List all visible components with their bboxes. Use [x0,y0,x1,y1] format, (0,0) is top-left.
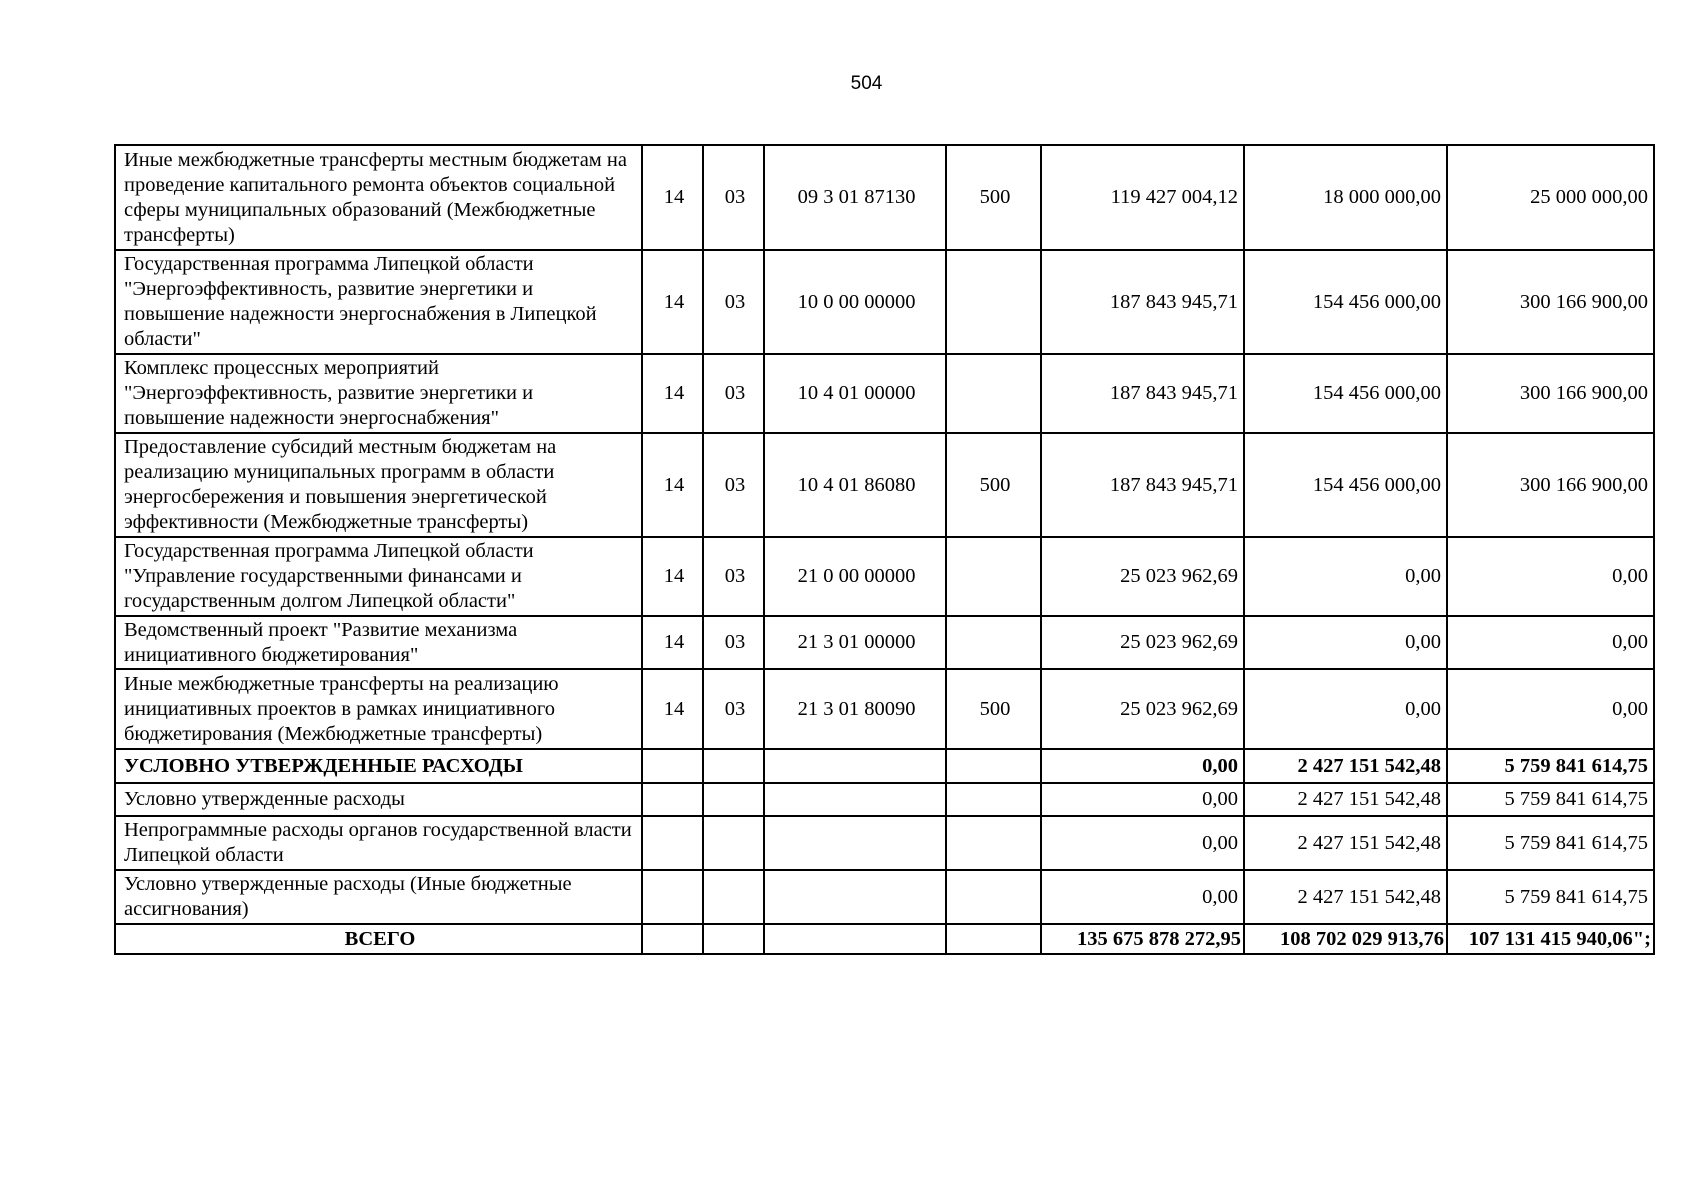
table-row [115,250,1654,354]
row-section [642,749,703,783]
row-name: Иные межбюджетные трансферты местным бюджетам на проведение капитального ремонта объектов социальной сферы муниципальных образований (Межбюджетные трансферты) [115,145,642,250]
row-name: Предоставление субсидий местным бюджетам на реализацию муниципальных программ в области энергосбережения и повышения энергетической эффективности (Межбюджетные трансферты) [115,433,642,537]
row-expense-type [946,537,1041,616]
row-sum-1: 187 843 945,71 [1041,354,1244,433]
row-name: Условно утвержденные расходы (Иные бюджетные ассигнования) [115,870,642,924]
row-section [642,783,703,816]
row-expense-type: 500 [946,433,1041,537]
row-sum-2: 154 456 000,00 [1244,433,1447,537]
row-target-article: 10 0 00 00000 [764,250,946,354]
total-row [115,924,1654,954]
table-row [115,669,1654,749]
row-sum-2: 2 427 151 542,48 [1244,870,1447,924]
row-subsection: 03 [703,669,764,749]
row-expense-type [946,816,1041,870]
row-section: 14 [642,250,703,354]
table-row [115,870,1654,924]
row-expense-type [946,749,1041,783]
row-subsection: 03 [703,616,764,669]
row-sum-2: 18 000 000,00 [1244,145,1447,250]
row-target-article: 10 4 01 86080 [764,433,946,537]
row-sum-1: 0,00 [1041,870,1244,924]
row-subsection: 03 [703,354,764,433]
row-sum-2: 154 456 000,00 [1244,354,1447,433]
row-target-article [764,870,946,924]
total-label: ВСЕГО [115,924,642,954]
row-section [642,924,703,954]
row-section: 14 [642,616,703,669]
row-sum-3: 0,00 [1447,537,1654,616]
row-sum-3: 25 000 000,00 [1447,145,1654,250]
row-section: 14 [642,669,703,749]
row-target-article: 21 0 00 00000 [764,537,946,616]
row-target-article: 21 3 01 00000 [764,616,946,669]
row-sum-3: 300 166 900,00 [1447,354,1654,433]
row-target-article [764,924,946,954]
row-section: 14 [642,354,703,433]
row-name: Государственная программа Липецкой области "Энергоэффективность, развитие энергетики и повышение надежности энергоснабжения в Липецкой области" [115,250,642,354]
row-sum-3: 300 166 900,00 [1447,433,1654,537]
row-target-article: 10 4 01 00000 [764,354,946,433]
row-name: Условно утвержденные расходы [115,783,642,816]
row-target-article: 21 3 01 80090 [764,669,946,749]
row-section [642,816,703,870]
row-sum-1: 119 427 004,12 [1041,145,1244,250]
row-target-article: 09 3 01 87130 [764,145,946,250]
table-row [115,616,1654,669]
row-expense-type [946,250,1041,354]
row-sum-1: 187 843 945,71 [1041,250,1244,354]
row-sum-1: 25 023 962,69 [1041,537,1244,616]
table-row [115,145,1654,250]
table-row [115,537,1654,616]
row-target-article [764,783,946,816]
row-sum-3: 300 166 900,00 [1447,250,1654,354]
row-sum-1: 25 023 962,69 [1041,669,1244,749]
row-expense-type [946,783,1041,816]
row-name: Государственная программа Липецкой области "Управление государственными финансами и государственным долгом Липецкой области" [115,537,642,616]
total-sum-2: 108 702 029 913,76 [1244,924,1447,954]
table-row [115,354,1654,433]
row-name: Иные межбюджетные трансферты на реализацию инициативных проектов в рамках инициативного бюджетирования (Межбюджетные трансферты) [115,669,642,749]
row-subsection: 03 [703,145,764,250]
table-row [115,783,1654,816]
row-name: УСЛОВНО УТВЕРЖДЕННЫЕ РАСХОДЫ [115,749,642,783]
row-expense-type: 500 [946,145,1041,250]
row-subsection [703,816,764,870]
row-sum-2: 0,00 [1244,616,1447,669]
row-sum-1: 0,00 [1041,816,1244,870]
row-sum-2: 0,00 [1244,669,1447,749]
row-name: Ведомственный проект "Развитие механизма инициативного бюджетирования" [115,616,642,669]
row-subsection: 03 [703,537,764,616]
row-sum-2: 2 427 151 542,48 [1244,749,1447,783]
page-number: 504 [850,73,883,94]
row-subsection [703,783,764,816]
row-section: 14 [642,537,703,616]
row-expense-type [946,870,1041,924]
row-subsection: 03 [703,250,764,354]
table-row [115,816,1654,870]
row-sum-2: 154 456 000,00 [1244,250,1447,354]
row-subsection [703,749,764,783]
row-target-article [764,749,946,783]
row-sum-2: 0,00 [1244,537,1447,616]
row-name: Комплекс процессных мероприятий "Энергоэффективность, развитие энергетики и повышение надежности энергоснабжения" [115,354,642,433]
row-sum-2: 2 427 151 542,48 [1244,816,1447,870]
row-sum-3: 5 759 841 614,75 [1447,870,1654,924]
row-subsection [703,924,764,954]
row-section: 14 [642,145,703,250]
row-sum-3: 5 759 841 614,75 [1447,816,1654,870]
row-subsection: 03 [703,433,764,537]
row-section [642,870,703,924]
row-sum-1: 0,00 [1041,749,1244,783]
row-subsection [703,870,764,924]
row-sum-1: 25 023 962,69 [1041,616,1244,669]
row-name: Непрограммные расходы органов государственной власти Липецкой области [115,816,642,870]
row-sum-3: 5 759 841 614,75 [1447,783,1654,816]
row-expense-type [946,924,1041,954]
row-sum-3: 0,00 [1447,669,1654,749]
row-sum-1: 0,00 [1041,783,1244,816]
row-section: 14 [642,433,703,537]
total-sum-1: 135 675 878 272,95 [1041,924,1244,954]
row-sum-3: 0,00 [1447,616,1654,669]
table-row [115,749,1654,783]
row-sum-3: 5 759 841 614,75 [1447,749,1654,783]
total-sum-3: 107 131 415 940,06"; [1447,924,1654,954]
budget-expenditure-table [114,144,1655,955]
row-target-article [764,816,946,870]
row-expense-type [946,616,1041,669]
row-sum-2: 2 427 151 542,48 [1244,783,1447,816]
row-sum-1: 187 843 945,71 [1041,433,1244,537]
row-expense-type [946,354,1041,433]
row-expense-type: 500 [946,669,1041,749]
table-row [115,433,1654,537]
